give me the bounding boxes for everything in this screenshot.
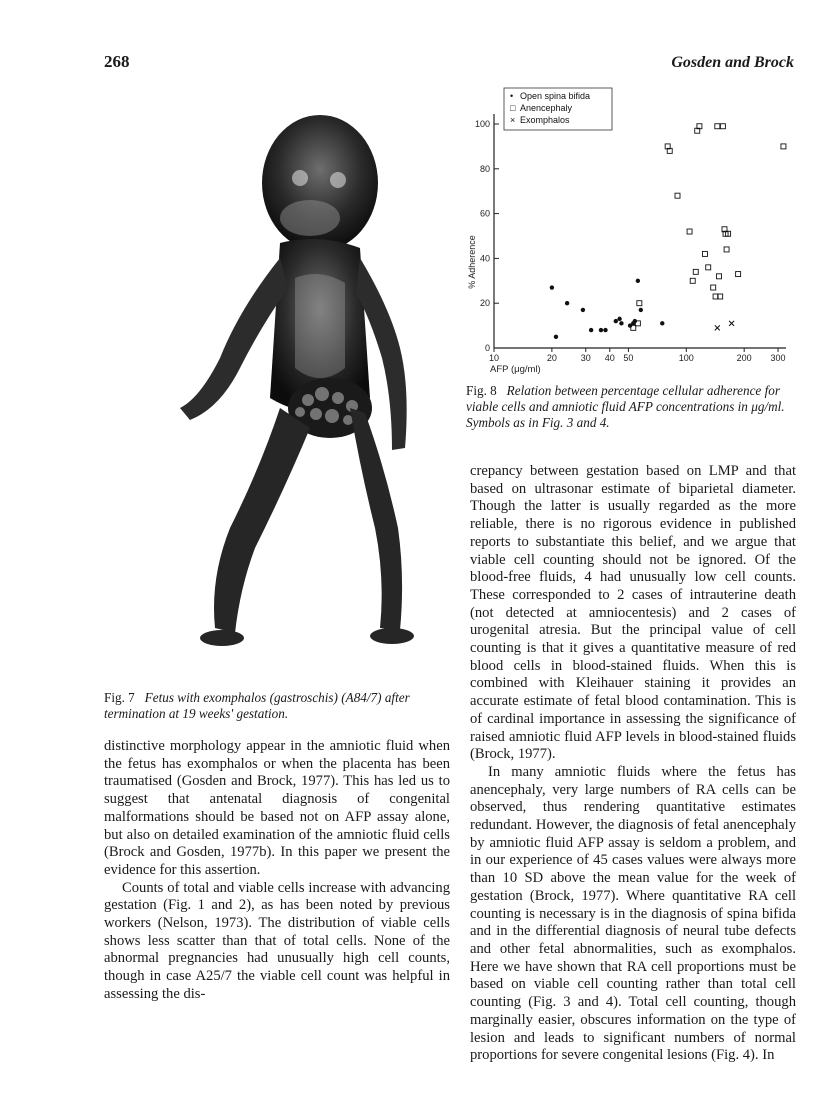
spina-bifida-point [619, 321, 623, 325]
figure-7-caption-text: Fetus with exomphalos (gastroschis) (A84/7) after termination at 19 weeks' gestation. [104, 690, 410, 721]
spina-bifida-point [589, 328, 593, 332]
legend-symbol: × [510, 115, 516, 125]
anencephaly-point [736, 272, 741, 277]
legend-symbol: • [510, 91, 514, 101]
chart-y-label: % Adherence [467, 235, 477, 289]
chart-axes [494, 114, 786, 348]
x-tick-label: 200 [736, 353, 752, 363]
exomphalos-point [729, 321, 734, 326]
figure-8-caption [466, 383, 796, 431]
anencephaly-point [715, 124, 720, 129]
anencephaly-point [690, 278, 695, 283]
x-tick-label: 40 [604, 353, 615, 363]
legend-symbol: □ [510, 103, 516, 113]
y-tick-label: 40 [479, 253, 490, 264]
anencephaly-point [637, 301, 642, 306]
figure-7-caption [104, 690, 454, 722]
page-number: 268 [104, 52, 130, 71]
y-tick-label: 0 [484, 343, 490, 353]
anencephaly-point [724, 247, 729, 252]
legend-label: Open spina bifida [520, 91, 591, 101]
exomphalos-point [715, 325, 720, 330]
left-column [104, 738, 450, 1004]
anencephaly-point [693, 269, 698, 274]
paragraph: In many amniotic fluids where the fetus has anencephaly, very large numbers of RA cells can be observed, thus rendering quantitative estimates redundant. However, the diagnosis of fetal anencephaly by amniotic fluid AFP assay is seldom a problem, and in our experience of 45 cases values were always more than 10 SD above the mean value for the week of gestation (Brock, 1977). Where quantitative RA cell counting is necessary is in the diagnosis of spina bifida and in the differential diagnosis of neural tube defects and other fetal abnormalities, such as exomphalos. Here we have shown that RA cell proportions must be based on viable cell counting rather than total cell counting (Fig. 3 and 4). Total cell counting, though marginally easier, obscures information on the type of lesion and leads to significant numbers of normal proportions for severe congenital lesions (Fig. 4). In [470, 763, 796, 1064]
x-tick-label: 10 [488, 353, 500, 363]
y-tick-label: 80 [479, 163, 490, 174]
anencephaly-point [675, 193, 680, 198]
spina-bifida-point [603, 328, 607, 332]
paragraph: crepancy between gestation based on LMP and that based on ultrasonar estimate of biparietal diameter. Though the latter is usually regarded as the more reliable, there is no rigorous evidence in published reports to substantiate this belief, and we argue that viable cell counting should not be ignored. Of the blood-free fluids, 4 had unusually low cell counts. These corresponded to 2 cases of intrauterine death (not detected at amniocentesis) and 2 cases of urogenital atresia. But the principal value of cell counting is that it gives a quantitative measure of red blood cells in blood-stained fluids. When this is combined with Kleihauer staining it provides an accurate estimate of fetal blood contamination. This is of cardinal importance in assessing the significance of raised amniotic fluid AFP levels in blood-stained fluids (Brock, 1977). [470, 463, 796, 763]
y-tick-label: 100 [474, 119, 490, 129]
spina-bifida-point [660, 321, 664, 325]
anencephaly-point [702, 251, 707, 256]
spina-bifida-point [565, 301, 569, 305]
chart-x-label: AFP (μg/ml) [490, 364, 541, 375]
fetus-photograph [160, 108, 420, 668]
anencephaly-point [711, 285, 716, 290]
anencephaly-point [781, 144, 786, 149]
x-tick-label: 300 [770, 353, 786, 363]
figure-8-chart [460, 86, 800, 382]
spina-bifida-point [554, 335, 558, 339]
x-tick-label: 50 [623, 353, 634, 363]
anencephaly-point [720, 124, 725, 129]
spina-bifida-point [550, 285, 554, 289]
spina-bifida-point [581, 308, 585, 312]
figure-7-label: Fig. 7 [104, 690, 135, 705]
spina-bifida-point [636, 279, 640, 283]
chart-legend [504, 88, 612, 130]
spina-bifida-point [639, 308, 643, 312]
spina-bifida-point [617, 317, 621, 321]
figure-8-caption-text: Relation between percentage cellular adherence for viable cells and amniotic fluid AFP concentrations in μg/ml. Symbols as in Fig. 3 and 4. [466, 383, 785, 430]
anencephaly-point [687, 229, 692, 234]
running-head: Gosden and Brock [671, 54, 794, 71]
legend-label: Exomphalos [520, 115, 570, 125]
figure-8-label: Fig. 8 [466, 383, 497, 398]
spina-bifida-point [599, 328, 603, 332]
right-column [470, 463, 796, 1065]
legend-label: Anencephaly [520, 103, 573, 113]
x-tick-label: 100 [678, 353, 694, 363]
x-tick-label: 20 [546, 353, 557, 363]
y-tick-label: 60 [479, 208, 490, 219]
paragraph: Counts of total and viable cells increase with advancing gestation (Fig. 1 and 2), as has been noted by previous workers (Nelson, 1973). The distribution of viable cells shows less scatter than that of total cells. None of the abnormal pregnancies had unusually high cell counts, though in case A25/7 the viable cell count was helpful in assessing the dis- [104, 879, 450, 1002]
chart-marks [550, 124, 786, 339]
anencephaly-point [717, 274, 722, 279]
paragraph: distinctive morphology appear in the amniotic fluid when the fetus has exomphalos or when the placenta has been traumatised (Gosden and Brock, 1977). This has led us to suggest that antenatal diagnosis of congenital malformations should be based not on AFP assay alone, but also on detailed examination of the amniotic fluid cells (Brock and Gosden, 1977b). In this paper we present the evidence for this assertion. [104, 738, 450, 878]
x-tick-label: 30 [580, 353, 591, 363]
anencephaly-point [706, 265, 711, 270]
spina-bifida-point [614, 319, 618, 323]
y-tick-label: 20 [479, 298, 490, 309]
